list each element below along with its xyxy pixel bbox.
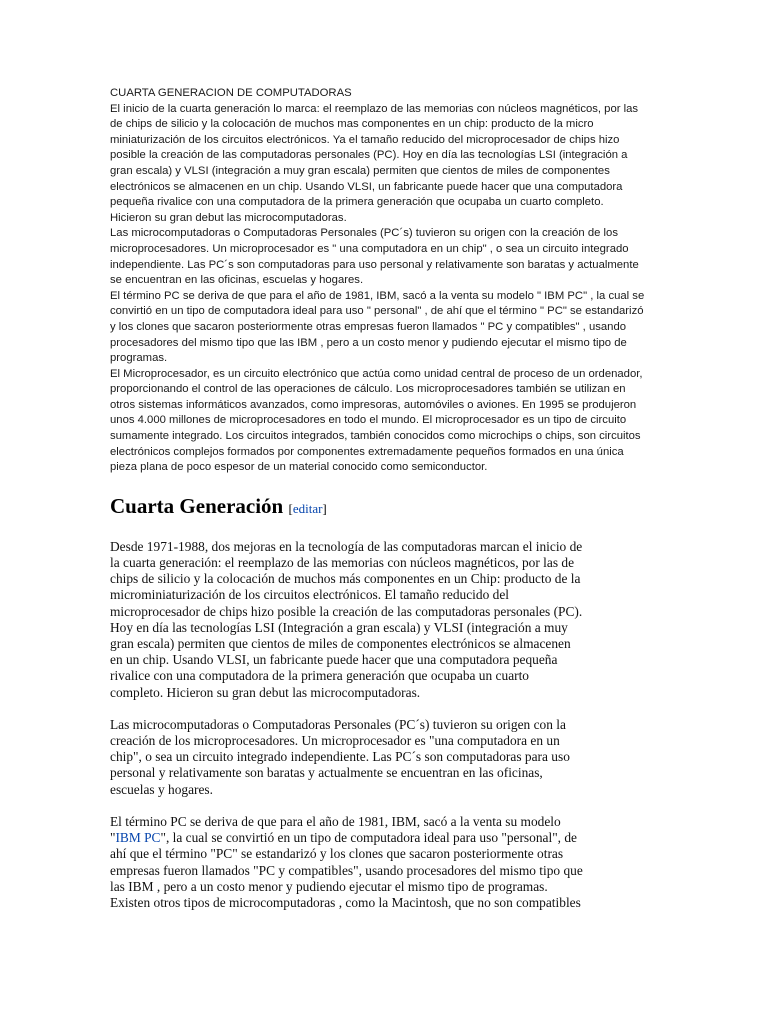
edit-close-bracket: ]	[322, 500, 327, 516]
paragraph-1-line: la cuarta generación: el reemplazo de las memorias con núcleos magnéticos, por las de	[110, 555, 575, 571]
heading-text: Cuarta Generación	[110, 493, 284, 518]
body-line: electrónicos complejos formados por componentes extremadamente pequeños formados en una única	[110, 445, 624, 458]
edit-link[interactable]: editar	[292, 500, 323, 516]
section-title: CUARTA GENERACION DE COMPUTADORAS	[110, 87, 352, 99]
body-line: Hicieron su gran debut las microcomputadoras.	[110, 211, 347, 224]
paragraph-2-line: personal y relativamente son baratas y actualmente se encuentran en las oficinas,	[110, 765, 543, 781]
paragraph-1-line: Hoy en día las tecnologías LSI (Integración a gran escala) y VLSI (integración a muy	[110, 619, 568, 635]
body-line: El término PC se deriva de que para el año de 1981, IBM, sacó a la venta su modelo " IBM PC" , la cual se	[110, 289, 645, 302]
paragraph-3-line	[110, 830, 658, 846]
paragraph-2-line: chip", o sea un circuito integrado independiente. Las PC´s son computadoras para uso	[110, 749, 570, 765]
paragraph-1-line: microprocesador de chips hizo posible la creación de las computadoras personales (PC).	[110, 603, 583, 619]
paragraph-1-line: Desde 1971-1988, dos mejoras en la tecnología de las computadoras marcan el inicio de	[110, 538, 583, 554]
body-line: electrónicos se almacenen en un chip. Usando VLSI, un fabricante puede hacer que una computadora	[110, 180, 623, 193]
body-line: independiente. Las PC´s son computadoras para uso personal y relativamente son baratas y actualmente	[110, 258, 639, 271]
body-line: gran escala) y VLSI (integración a muy gran escala) permiten que cientos de miles de componentes	[110, 164, 610, 177]
wiki-heading	[110, 493, 658, 522]
paragraph-2	[110, 717, 658, 798]
paragraph-1-line: microminiaturización de los circuitos electrónicos. El tamaño reducido del	[110, 587, 509, 603]
body-line: procesadores del mismo tipo que las IBM , pero a un costo menor y pudiendo ejecutar el mismo tipo de	[110, 336, 627, 349]
paragraph-3-line: las IBM , pero a un costo menor y pudiendo ejecutar el mismo tipo de programas.	[110, 878, 548, 894]
paragraph-2-line: creación de los microprocesadores. Un microprocesador es "una computadora en un	[110, 733, 560, 749]
ibm-pc-link[interactable]: IBM PC	[115, 830, 161, 846]
body-line: otros sistemas informáticos avanzados, como impresoras, automóviles o aviones. En 1995 se produjeron	[110, 398, 637, 411]
body-line: El Microprocesador, es un circuito electrónico que actúa como unidad central de proceso de un ordenador,	[110, 367, 643, 380]
paragraph-1-line: chips de silicio y la colocación de muchos más componentes en un Chip: producto de la	[110, 571, 581, 587]
body-line: posible la creación de las computadoras personales (PC). Hoy en día las tecnologías LSI (integración a	[110, 149, 628, 162]
paragraph-3-line: El término PC se deriva de que para el año de 1981, IBM, sacó a la venta su modelo	[110, 813, 561, 829]
paragraph-1-line: en un chip. Usando VLSI, un fabricante puede hacer que una computadora pequeña	[110, 652, 558, 668]
paragraph-3-text: ", la cual se convirtió en un tipo de computadora ideal para uso "personal", de	[160, 830, 577, 846]
paragraph-1-line: gran escala) permiten que cientos de miles de componentes electrónicos se almacenen	[110, 636, 571, 652]
paragraph-1	[110, 539, 658, 701]
quote-open: "	[110, 830, 116, 846]
paragraph-1-line: rivalice con una computadora de la primera generación que ocupaba un cuarto	[110, 668, 530, 684]
body-line: Las microcomputadoras o Computadoras Personales (PC´s) tuvieron su origen con la creación de los	[110, 227, 618, 240]
body-line: pequeña rivalice con una computadora de la primera generación que ocupaba un cuarto completo.	[110, 196, 604, 209]
paragraph-1-line: completo. Hicieron su gran debut las microcomputadoras.	[110, 684, 421, 700]
body-line: convirtió en un tipo de computadora ideal para uso " personal" , de ahí que el término " PC" se estandarizó	[110, 305, 644, 318]
body-line: unos 4.000 millones de microprocesadores en todo el mundo. El microprocesador es un tipo de circuito	[110, 414, 627, 427]
paragraph-3	[110, 814, 658, 911]
body-line: sumamente integrado. Los circuitos integrados, también conocidos como microchips o chips, son circuitos	[110, 430, 641, 443]
wiki-body	[110, 539, 658, 911]
document-page	[110, 86, 658, 911]
edit-section	[288, 501, 326, 516]
body-line: El inicio de la cuarta generación lo marca: el reemplazo de las memorias con núcleos magnéticos, por las	[110, 102, 639, 115]
paragraph-2-line: Las microcomputadoras o Computadoras Personales (PC´s) tuvieron su origen con la	[110, 716, 566, 732]
paragraph-3-line: Existen otros tipos de microcomputadoras , como la Macintosh, que no son compatibles	[110, 894, 581, 910]
body-line: proporcionando el control de las operaciones de cálculo. Los microprocesadores también se utilizan en	[110, 383, 626, 396]
edit-open-bracket: [	[288, 500, 293, 516]
body-line: pieza plana de poco espesor de un material conocido como semiconductor.	[110, 461, 488, 474]
top-section	[110, 86, 658, 476]
body-line: miniaturización de los circuitos electrónicos. Ya el tamaño reducido del microprocesador de chips hizo	[110, 133, 620, 146]
body-line: programas.	[110, 352, 168, 365]
paragraph-3-line: empresas fueron llamados "PC y compatibles", usando procesadores del mismo tipo que	[110, 862, 583, 878]
body-line: se encuentran en las oficinas, escuelas y hogares.	[110, 274, 364, 287]
body-line: de chips de silicio y la colocación de muchos mas componentes en un chip: producto de la micro	[110, 118, 594, 131]
body-line: y los clones que sacaron posteriormente otras empresas fueron llamados " PC y compatibles" , usando	[110, 320, 627, 333]
body-line: microprocesadores. Un microprocesador es " una computadora en un chip" , o sea un circuito integrado	[110, 242, 629, 255]
paragraph-3-line: ahí que el término "PC" se estandarizó y los clones que sacaron posteriormente otras	[110, 846, 564, 862]
paragraph-2-line: escuelas y hogares.	[110, 781, 213, 797]
